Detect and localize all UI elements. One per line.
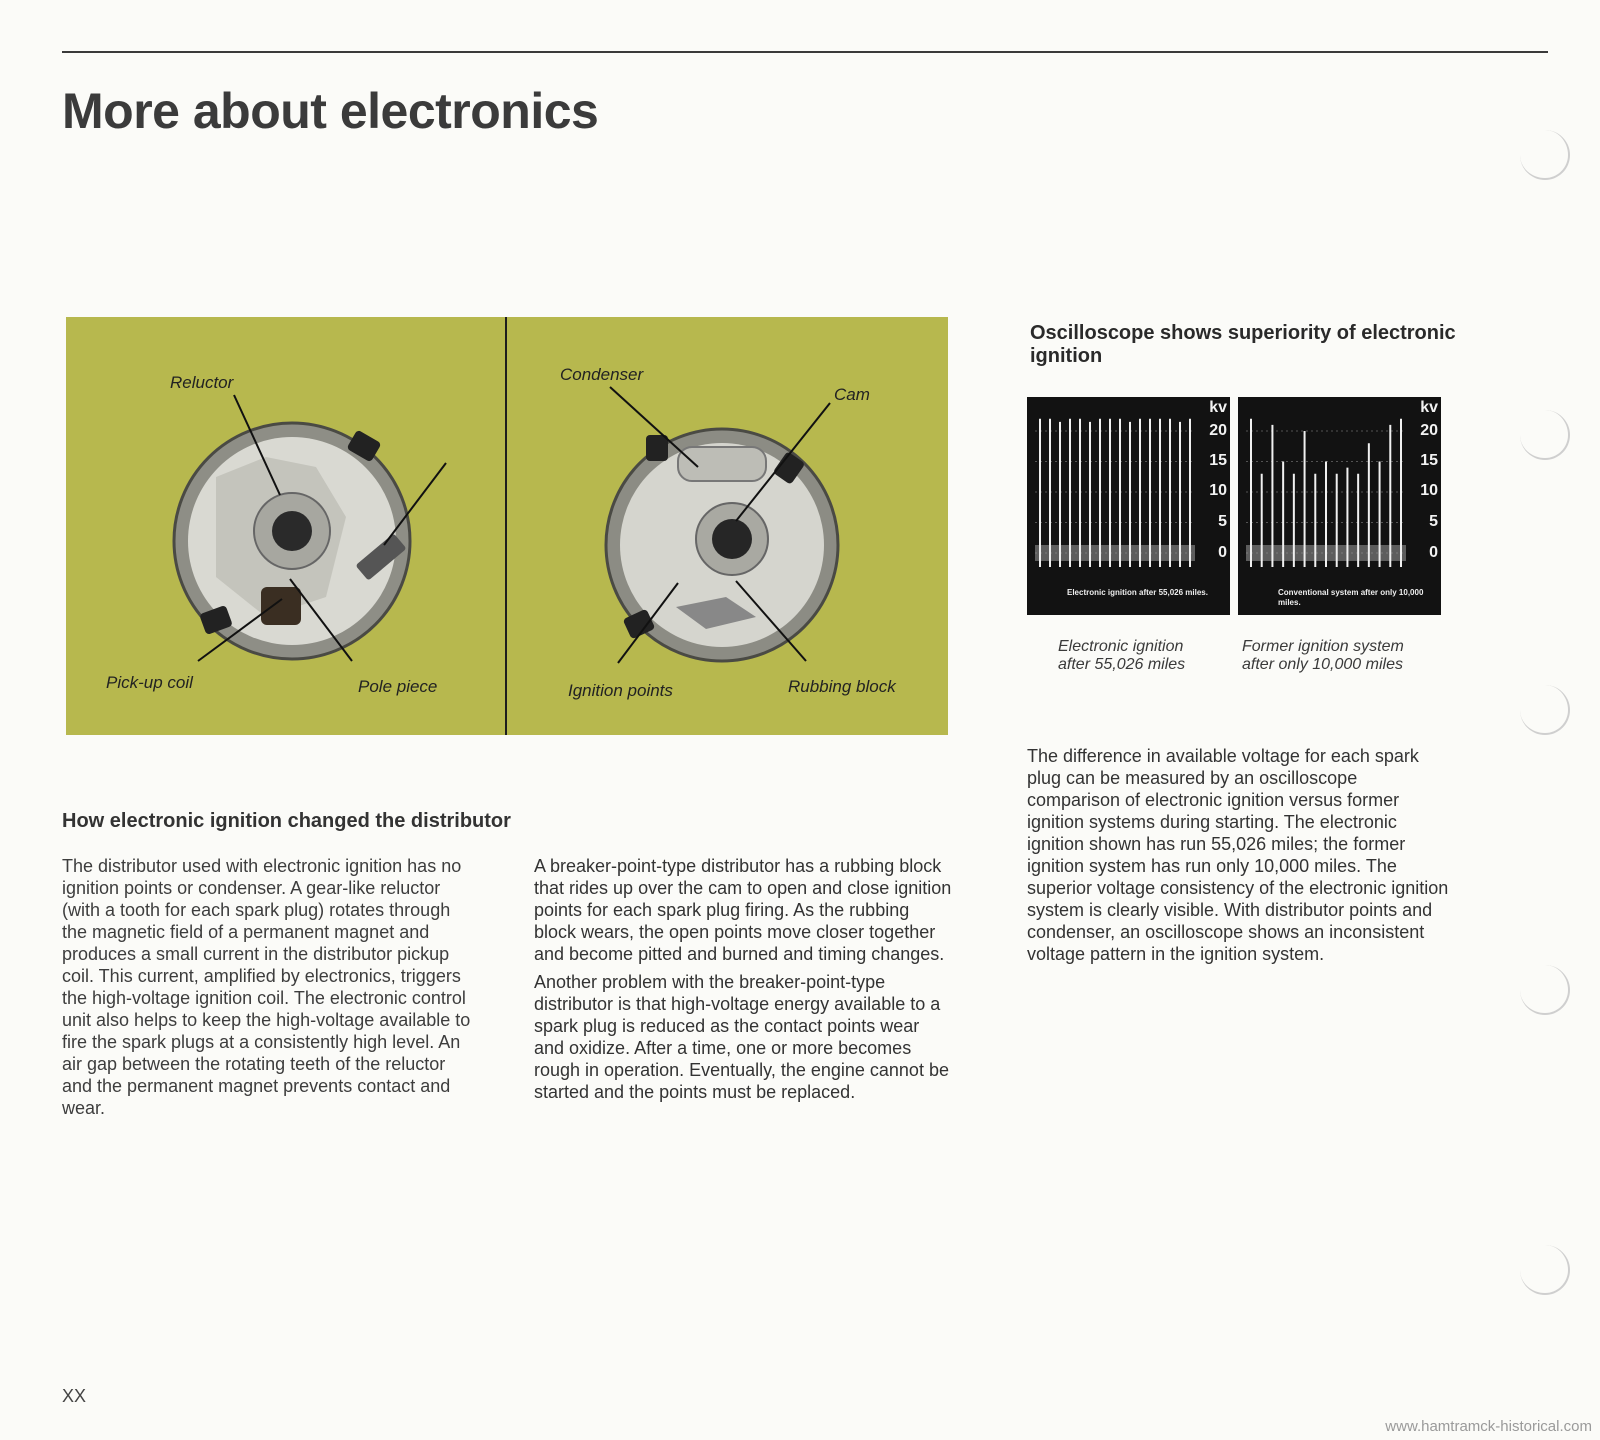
paragraph: The distributor used with electronic ignition has no ignition points or condenser. A gear-like reluctor (with a tooth for each spark plug) rotates through the magnetic field of a permanent magnet and produces a small current in the distributor pickup coil. This current, amplified by electronics, triggers the high-voltage ignition coil. The electronic control unit also helps to keep the high-voltage available to fire the spark plugs at a consistently high level. An air gap between the rotating teeth of the reluctor and the permanent magnet prevents contact and wear. xyxy=(62,856,471,1118)
binder-hole xyxy=(1520,685,1570,735)
text-column-2 xyxy=(534,855,952,1109)
kv-tick: 20 xyxy=(1209,422,1227,439)
scope-caption: Conventional system after only 10,000 miles. xyxy=(1278,588,1424,607)
ignition-points-label: Ignition points xyxy=(568,681,673,700)
page-title: More about electronics xyxy=(62,83,599,139)
kv-tick: 0 xyxy=(1218,544,1227,561)
binder-hole xyxy=(1520,130,1570,180)
reluctor-label: Reluctor xyxy=(170,373,234,392)
kv-tick: 15 xyxy=(1209,452,1227,469)
text-column-1 xyxy=(62,855,480,1125)
oscilloscope-heading: Oscilloscope shows superiority of electronic ignition xyxy=(1030,322,1456,367)
kv-tick: 10 xyxy=(1209,482,1227,499)
binder-hole xyxy=(1520,1245,1570,1295)
breaker-point-distributor-drawing xyxy=(606,387,838,663)
oscilloscope-trace-electronic xyxy=(1027,397,1230,615)
kv-tick: 15 xyxy=(1420,452,1438,469)
scope-caption: Electronic ignition after 55,026 miles. xyxy=(1067,588,1208,597)
kv-tick: 5 xyxy=(1218,513,1227,530)
binder-hole xyxy=(1520,410,1570,460)
kv-unit: kv xyxy=(1420,399,1438,416)
distributor-heading: How electronic ignition changed the distributor xyxy=(62,810,511,832)
cam-label: Cam xyxy=(834,385,870,404)
condenser-label: Condenser xyxy=(560,365,644,384)
page-number: XX xyxy=(62,1386,87,1406)
oscilloscope-trace-conventional xyxy=(1238,397,1441,615)
scope-label-electronic: Electronic ignition after 55,026 miles xyxy=(1058,638,1186,673)
kv-tick: 5 xyxy=(1429,513,1438,530)
scope-label-conventional: Former ignition system after only 10,000 miles xyxy=(1242,638,1404,673)
distributor-photo-panel xyxy=(66,317,948,735)
oscilloscope-screen-conventional xyxy=(1238,397,1441,615)
paragraph: A breaker-point-type distributor has a rubbing block that rides up over the cam to open and close ignition points for each spark plug firing. As the rubbing block wears, the open points move closer together and become pitted and burned and timing changes. xyxy=(534,856,952,964)
kv-tick: 20 xyxy=(1420,422,1438,439)
pickup-coil-label: Pick-up coil xyxy=(106,673,193,692)
binder-hole xyxy=(1520,965,1570,1015)
kv-tick: 10 xyxy=(1420,482,1438,499)
paragraph: Another problem with the breaker-point-type distributor is that high-voltage energy available to a spark plug is reduced as the contact points wear and oxidize. After a time, one or more becomes rough in operation. Eventually, the engine cannot be started and the points must be replaced. xyxy=(534,972,949,1102)
kv-tick: 0 xyxy=(1429,544,1438,561)
oscilloscope-screen-electronic xyxy=(1027,397,1230,615)
rubbing-block-label: Rubbing block xyxy=(788,677,896,696)
electronic-distributor-drawing xyxy=(174,395,446,661)
top-rule xyxy=(62,51,1548,53)
kv-unit: kv xyxy=(1209,399,1227,416)
watermark: www.hamtramck-historical.com xyxy=(1385,1418,1592,1435)
oscilloscope-body-text: The difference in available voltage for each spark plug can be measured by an oscilloscope comparison of electronic ignition versus former ignition systems during starting. The electronic ignition shown has run 55,026 miles; the former ignition system has run only 10,000 miles. The superior voltage consistency of the electronic ignition system is clearly visible. With distributor points and condenser, an oscilloscope shows an inconsistent voltage pattern in the ignition system. xyxy=(1027,746,1449,964)
photo-divider xyxy=(505,317,507,735)
pole-piece-label: Pole piece xyxy=(358,677,438,696)
